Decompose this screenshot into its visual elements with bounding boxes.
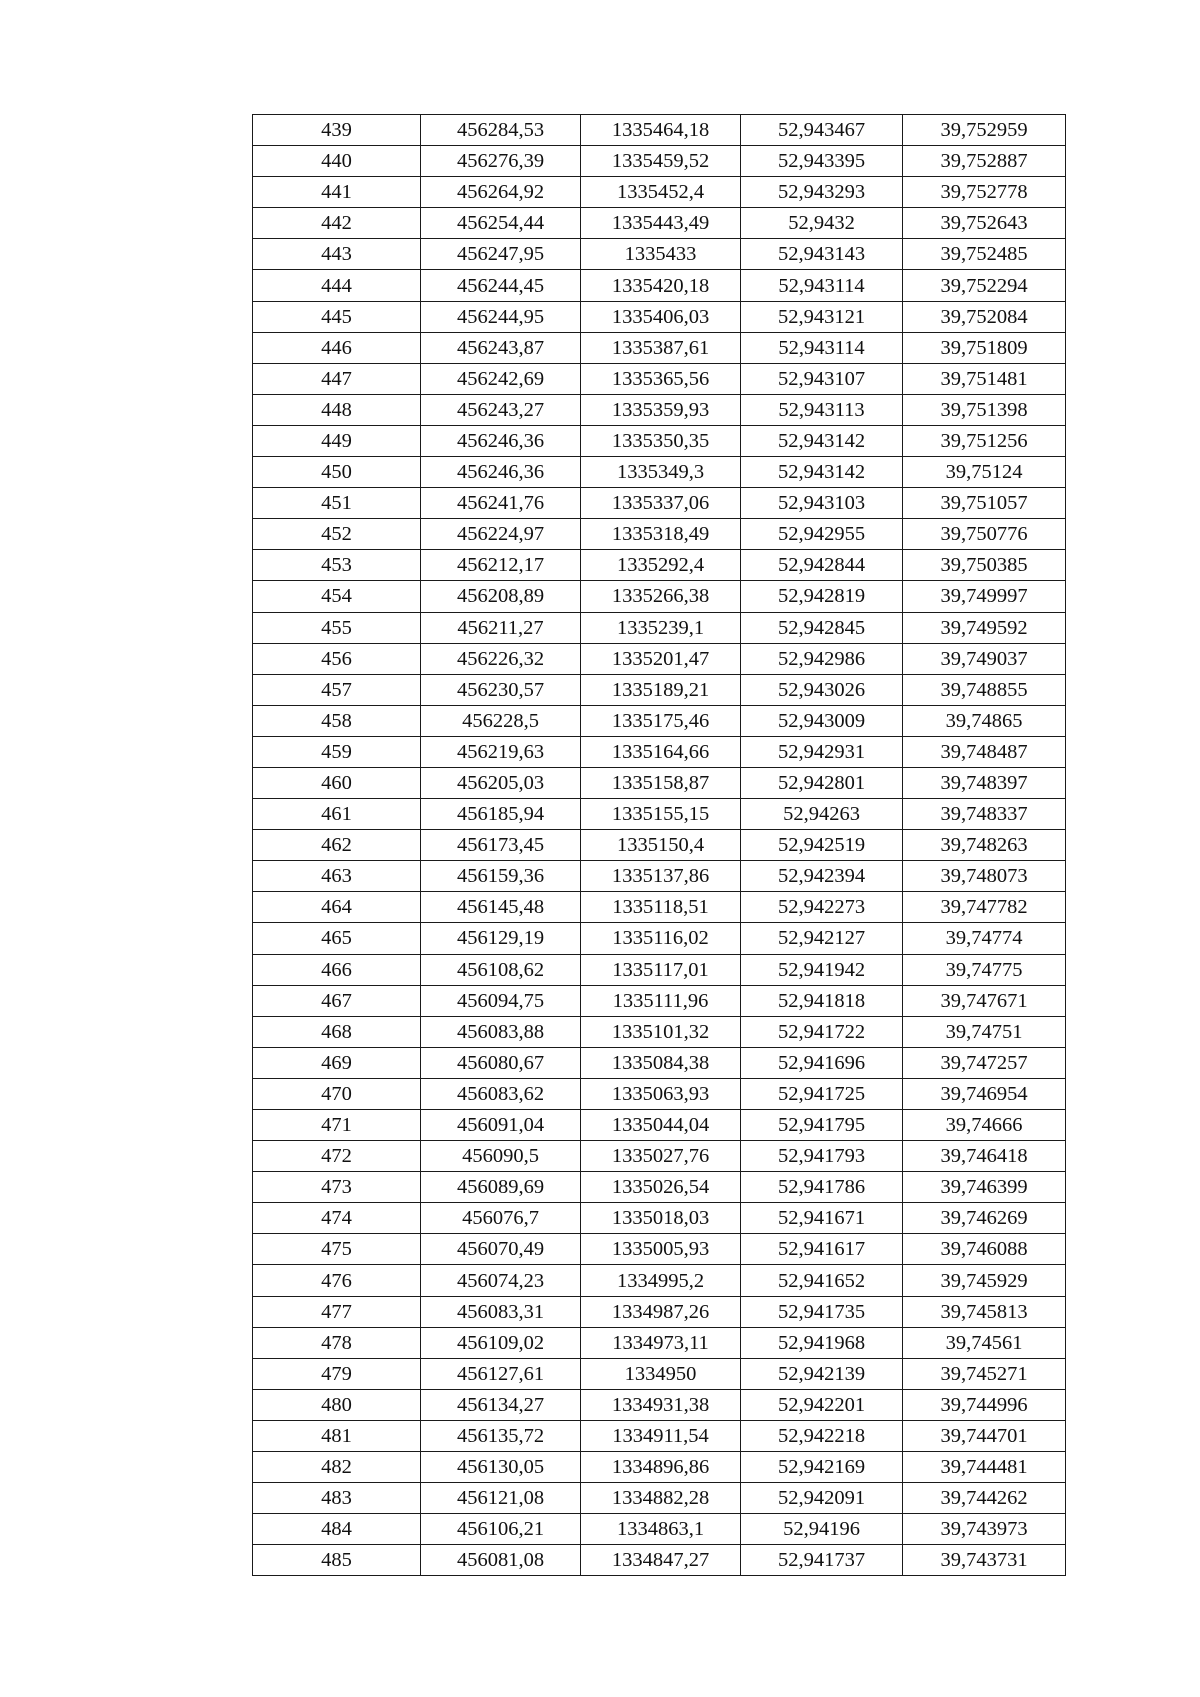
y-coordinate-cell: 1334931,38 bbox=[581, 1389, 741, 1420]
latitude-cell: 52,942218 bbox=[741, 1420, 903, 1451]
latitude-cell: 52,941968 bbox=[741, 1327, 903, 1358]
point-number-cell: 443 bbox=[253, 239, 421, 270]
table-row bbox=[253, 519, 1066, 550]
x-coordinate-cell: 456109,02 bbox=[421, 1327, 581, 1358]
table-row bbox=[253, 1234, 1066, 1265]
x-coordinate-cell: 456134,27 bbox=[421, 1389, 581, 1420]
point-number-cell: 485 bbox=[253, 1545, 421, 1576]
x-coordinate-cell: 456129,19 bbox=[421, 923, 581, 954]
table-row bbox=[253, 1483, 1066, 1514]
point-number-cell: 477 bbox=[253, 1296, 421, 1327]
point-number-cell: 471 bbox=[253, 1110, 421, 1141]
x-coordinate-cell: 456094,75 bbox=[421, 985, 581, 1016]
table-row bbox=[253, 363, 1066, 394]
point-number-cell: 450 bbox=[253, 457, 421, 488]
table-row bbox=[253, 954, 1066, 985]
point-number-cell: 452 bbox=[253, 519, 421, 550]
latitude-cell: 52,942127 bbox=[741, 923, 903, 954]
x-coordinate-cell: 456254,44 bbox=[421, 208, 581, 239]
latitude-cell: 52,943142 bbox=[741, 457, 903, 488]
x-coordinate-cell: 456089,69 bbox=[421, 1172, 581, 1203]
longitude-cell: 39,752643 bbox=[903, 208, 1066, 239]
longitude-cell: 39,75124 bbox=[903, 457, 1066, 488]
latitude-cell: 52,943113 bbox=[741, 394, 903, 425]
longitude-cell: 39,746088 bbox=[903, 1234, 1066, 1265]
x-coordinate-cell: 456208,89 bbox=[421, 581, 581, 612]
latitude-cell: 52,942844 bbox=[741, 550, 903, 581]
point-number-cell: 467 bbox=[253, 985, 421, 1016]
x-coordinate-cell: 456243,87 bbox=[421, 332, 581, 363]
latitude-cell: 52,942394 bbox=[741, 861, 903, 892]
x-coordinate-cell: 456211,27 bbox=[421, 612, 581, 643]
latitude-cell: 52,942273 bbox=[741, 892, 903, 923]
longitude-cell: 39,744262 bbox=[903, 1483, 1066, 1514]
table-row bbox=[253, 394, 1066, 425]
latitude-cell: 52,942169 bbox=[741, 1452, 903, 1483]
table-row bbox=[253, 457, 1066, 488]
x-coordinate-cell: 456080,67 bbox=[421, 1047, 581, 1078]
y-coordinate-cell: 1335018,03 bbox=[581, 1203, 741, 1234]
y-coordinate-cell: 1335164,66 bbox=[581, 736, 741, 767]
table-row bbox=[253, 177, 1066, 208]
table-row bbox=[253, 301, 1066, 332]
longitude-cell: 39,752887 bbox=[903, 146, 1066, 177]
point-number-cell: 468 bbox=[253, 1016, 421, 1047]
x-coordinate-cell: 456090,5 bbox=[421, 1141, 581, 1172]
x-coordinate-cell: 456145,48 bbox=[421, 892, 581, 923]
latitude-cell: 52,941722 bbox=[741, 1016, 903, 1047]
table-row bbox=[253, 488, 1066, 519]
latitude-cell: 52,94263 bbox=[741, 799, 903, 830]
y-coordinate-cell: 1334973,11 bbox=[581, 1327, 741, 1358]
table-row bbox=[253, 985, 1066, 1016]
latitude-cell: 52,943026 bbox=[741, 674, 903, 705]
point-number-cell: 481 bbox=[253, 1420, 421, 1451]
point-number-cell: 440 bbox=[253, 146, 421, 177]
table-row bbox=[253, 892, 1066, 923]
longitude-cell: 39,751398 bbox=[903, 394, 1066, 425]
y-coordinate-cell: 1335116,02 bbox=[581, 923, 741, 954]
y-coordinate-cell: 1335158,87 bbox=[581, 767, 741, 798]
x-coordinate-cell: 456230,57 bbox=[421, 674, 581, 705]
longitude-cell: 39,749997 bbox=[903, 581, 1066, 612]
latitude-cell: 52,942091 bbox=[741, 1483, 903, 1514]
x-coordinate-cell: 456244,45 bbox=[421, 270, 581, 301]
longitude-cell: 39,746418 bbox=[903, 1141, 1066, 1172]
x-coordinate-cell: 456242,69 bbox=[421, 363, 581, 394]
y-coordinate-cell: 1334950 bbox=[581, 1358, 741, 1389]
longitude-cell: 39,750776 bbox=[903, 519, 1066, 550]
latitude-cell: 52,941696 bbox=[741, 1047, 903, 1078]
y-coordinate-cell: 1335420,18 bbox=[581, 270, 741, 301]
y-coordinate-cell: 1335459,52 bbox=[581, 146, 741, 177]
y-coordinate-cell: 1334911,54 bbox=[581, 1420, 741, 1451]
latitude-cell: 52,94196 bbox=[741, 1514, 903, 1545]
latitude-cell: 52,943395 bbox=[741, 146, 903, 177]
table-row bbox=[253, 799, 1066, 830]
table-row bbox=[253, 1047, 1066, 1078]
latitude-cell: 52,942801 bbox=[741, 767, 903, 798]
table-row bbox=[253, 767, 1066, 798]
longitude-cell: 39,751256 bbox=[903, 425, 1066, 456]
x-coordinate-cell: 456074,23 bbox=[421, 1265, 581, 1296]
point-number-cell: 455 bbox=[253, 612, 421, 643]
table-row bbox=[253, 1016, 1066, 1047]
longitude-cell: 39,746399 bbox=[903, 1172, 1066, 1203]
longitude-cell: 39,751809 bbox=[903, 332, 1066, 363]
point-number-cell: 447 bbox=[253, 363, 421, 394]
table-row bbox=[253, 1420, 1066, 1451]
latitude-cell: 52,943114 bbox=[741, 332, 903, 363]
x-coordinate-cell: 456185,94 bbox=[421, 799, 581, 830]
x-coordinate-cell: 456173,45 bbox=[421, 830, 581, 861]
longitude-cell: 39,747671 bbox=[903, 985, 1066, 1016]
longitude-cell: 39,749037 bbox=[903, 643, 1066, 674]
longitude-cell: 39,74561 bbox=[903, 1327, 1066, 1358]
x-coordinate-cell: 456205,03 bbox=[421, 767, 581, 798]
table-row bbox=[253, 1110, 1066, 1141]
y-coordinate-cell: 1334995,2 bbox=[581, 1265, 741, 1296]
x-coordinate-cell: 456135,72 bbox=[421, 1420, 581, 1451]
longitude-cell: 39,745271 bbox=[903, 1358, 1066, 1389]
latitude-cell: 52,942201 bbox=[741, 1389, 903, 1420]
x-coordinate-cell: 456241,76 bbox=[421, 488, 581, 519]
table-row bbox=[253, 1141, 1066, 1172]
table-row bbox=[253, 239, 1066, 270]
x-coordinate-cell: 456108,62 bbox=[421, 954, 581, 985]
longitude-cell: 39,74865 bbox=[903, 705, 1066, 736]
coordinates-table bbox=[252, 114, 1066, 1576]
latitude-cell: 52,941818 bbox=[741, 985, 903, 1016]
y-coordinate-cell: 1335387,61 bbox=[581, 332, 741, 363]
y-coordinate-cell: 1335406,03 bbox=[581, 301, 741, 332]
y-coordinate-cell: 1335292,4 bbox=[581, 550, 741, 581]
longitude-cell: 39,752294 bbox=[903, 270, 1066, 301]
latitude-cell: 52,943143 bbox=[741, 239, 903, 270]
y-coordinate-cell: 1335150,4 bbox=[581, 830, 741, 861]
longitude-cell: 39,748855 bbox=[903, 674, 1066, 705]
y-coordinate-cell: 1334882,28 bbox=[581, 1483, 741, 1514]
longitude-cell: 39,743731 bbox=[903, 1545, 1066, 1576]
y-coordinate-cell: 1335443,49 bbox=[581, 208, 741, 239]
x-coordinate-cell: 456284,53 bbox=[421, 115, 581, 146]
latitude-cell: 52,942986 bbox=[741, 643, 903, 674]
latitude-cell: 52,943467 bbox=[741, 115, 903, 146]
point-number-cell: 454 bbox=[253, 581, 421, 612]
y-coordinate-cell: 1335452,4 bbox=[581, 177, 741, 208]
longitude-cell: 39,748487 bbox=[903, 736, 1066, 767]
longitude-cell: 39,752084 bbox=[903, 301, 1066, 332]
longitude-cell: 39,747257 bbox=[903, 1047, 1066, 1078]
x-coordinate-cell: 456083,62 bbox=[421, 1078, 581, 1109]
y-coordinate-cell: 1335175,46 bbox=[581, 705, 741, 736]
longitude-cell: 39,751057 bbox=[903, 488, 1066, 519]
latitude-cell: 52,941942 bbox=[741, 954, 903, 985]
x-coordinate-cell: 456121,08 bbox=[421, 1483, 581, 1514]
table-row bbox=[253, 332, 1066, 363]
y-coordinate-cell: 1335349,3 bbox=[581, 457, 741, 488]
longitude-cell: 39,745813 bbox=[903, 1296, 1066, 1327]
point-number-cell: 463 bbox=[253, 861, 421, 892]
longitude-cell: 39,748263 bbox=[903, 830, 1066, 861]
x-coordinate-cell: 456246,36 bbox=[421, 425, 581, 456]
y-coordinate-cell: 1334847,27 bbox=[581, 1545, 741, 1576]
latitude-cell: 52,941725 bbox=[741, 1078, 903, 1109]
longitude-cell: 39,743973 bbox=[903, 1514, 1066, 1545]
y-coordinate-cell: 1335005,93 bbox=[581, 1234, 741, 1265]
longitude-cell: 39,74775 bbox=[903, 954, 1066, 985]
table-row bbox=[253, 674, 1066, 705]
point-number-cell: 461 bbox=[253, 799, 421, 830]
latitude-cell: 52,941786 bbox=[741, 1172, 903, 1203]
y-coordinate-cell: 1335464,18 bbox=[581, 115, 741, 146]
y-coordinate-cell: 1334863,1 bbox=[581, 1514, 741, 1545]
y-coordinate-cell: 1335433 bbox=[581, 239, 741, 270]
point-number-cell: 465 bbox=[253, 923, 421, 954]
point-number-cell: 473 bbox=[253, 1172, 421, 1203]
latitude-cell: 52,942519 bbox=[741, 830, 903, 861]
y-coordinate-cell: 1335044,04 bbox=[581, 1110, 741, 1141]
y-coordinate-cell: 1334987,26 bbox=[581, 1296, 741, 1327]
x-coordinate-cell: 456081,08 bbox=[421, 1545, 581, 1576]
latitude-cell: 52,941795 bbox=[741, 1110, 903, 1141]
latitude-cell: 52,9432 bbox=[741, 208, 903, 239]
point-number-cell: 460 bbox=[253, 767, 421, 798]
x-coordinate-cell: 456070,49 bbox=[421, 1234, 581, 1265]
y-coordinate-cell: 1334896,86 bbox=[581, 1452, 741, 1483]
table-row bbox=[253, 208, 1066, 239]
y-coordinate-cell: 1335137,86 bbox=[581, 861, 741, 892]
table-row bbox=[253, 612, 1066, 643]
point-number-cell: 453 bbox=[253, 550, 421, 581]
coordinates-table-body bbox=[253, 115, 1066, 1576]
table-row bbox=[253, 705, 1066, 736]
x-coordinate-cell: 456264,92 bbox=[421, 177, 581, 208]
table-row bbox=[253, 736, 1066, 767]
y-coordinate-cell: 1335359,93 bbox=[581, 394, 741, 425]
x-coordinate-cell: 456224,97 bbox=[421, 519, 581, 550]
point-number-cell: 475 bbox=[253, 1234, 421, 1265]
point-number-cell: 439 bbox=[253, 115, 421, 146]
latitude-cell: 52,941793 bbox=[741, 1141, 903, 1172]
x-coordinate-cell: 456244,95 bbox=[421, 301, 581, 332]
y-coordinate-cell: 1335350,35 bbox=[581, 425, 741, 456]
point-number-cell: 446 bbox=[253, 332, 421, 363]
y-coordinate-cell: 1335117,01 bbox=[581, 954, 741, 985]
point-number-cell: 466 bbox=[253, 954, 421, 985]
point-number-cell: 483 bbox=[253, 1483, 421, 1514]
y-coordinate-cell: 1335027,76 bbox=[581, 1141, 741, 1172]
y-coordinate-cell: 1335239,1 bbox=[581, 612, 741, 643]
y-coordinate-cell: 1335189,21 bbox=[581, 674, 741, 705]
table-row bbox=[253, 861, 1066, 892]
table-row bbox=[253, 1203, 1066, 1234]
x-coordinate-cell: 456083,88 bbox=[421, 1016, 581, 1047]
longitude-cell: 39,74774 bbox=[903, 923, 1066, 954]
point-number-cell: 449 bbox=[253, 425, 421, 456]
longitude-cell: 39,744481 bbox=[903, 1452, 1066, 1483]
x-coordinate-cell: 456159,36 bbox=[421, 861, 581, 892]
latitude-cell: 52,941652 bbox=[741, 1265, 903, 1296]
table-row bbox=[253, 1514, 1066, 1545]
table-row bbox=[253, 270, 1066, 301]
table-row bbox=[253, 1545, 1066, 1576]
point-number-cell: 479 bbox=[253, 1358, 421, 1389]
table-row bbox=[253, 115, 1066, 146]
y-coordinate-cell: 1335101,32 bbox=[581, 1016, 741, 1047]
table-row bbox=[253, 1327, 1066, 1358]
y-coordinate-cell: 1335118,51 bbox=[581, 892, 741, 923]
longitude-cell: 39,750385 bbox=[903, 550, 1066, 581]
x-coordinate-cell: 456091,04 bbox=[421, 1110, 581, 1141]
longitude-cell: 39,748397 bbox=[903, 767, 1066, 798]
x-coordinate-cell: 456076,7 bbox=[421, 1203, 581, 1234]
point-number-cell: 469 bbox=[253, 1047, 421, 1078]
table-row bbox=[253, 1452, 1066, 1483]
longitude-cell: 39,74666 bbox=[903, 1110, 1066, 1141]
latitude-cell: 52,943293 bbox=[741, 177, 903, 208]
latitude-cell: 52,942139 bbox=[741, 1358, 903, 1389]
latitude-cell: 52,943121 bbox=[741, 301, 903, 332]
table-row bbox=[253, 1389, 1066, 1420]
latitude-cell: 52,943142 bbox=[741, 425, 903, 456]
longitude-cell: 39,752778 bbox=[903, 177, 1066, 208]
latitude-cell: 52,943103 bbox=[741, 488, 903, 519]
x-coordinate-cell: 456243,27 bbox=[421, 394, 581, 425]
x-coordinate-cell: 456246,36 bbox=[421, 457, 581, 488]
y-coordinate-cell: 1335201,47 bbox=[581, 643, 741, 674]
longitude-cell: 39,749592 bbox=[903, 612, 1066, 643]
point-number-cell: 456 bbox=[253, 643, 421, 674]
y-coordinate-cell: 1335063,93 bbox=[581, 1078, 741, 1109]
point-number-cell: 458 bbox=[253, 705, 421, 736]
x-coordinate-cell: 456130,05 bbox=[421, 1452, 581, 1483]
y-coordinate-cell: 1335084,38 bbox=[581, 1047, 741, 1078]
x-coordinate-cell: 456219,63 bbox=[421, 736, 581, 767]
longitude-cell: 39,748073 bbox=[903, 861, 1066, 892]
longitude-cell: 39,752485 bbox=[903, 239, 1066, 270]
point-number-cell: 441 bbox=[253, 177, 421, 208]
latitude-cell: 52,941617 bbox=[741, 1234, 903, 1265]
y-coordinate-cell: 1335111,96 bbox=[581, 985, 741, 1016]
longitude-cell: 39,744701 bbox=[903, 1420, 1066, 1451]
longitude-cell: 39,746269 bbox=[903, 1203, 1066, 1234]
point-number-cell: 478 bbox=[253, 1327, 421, 1358]
table-row bbox=[253, 581, 1066, 612]
table-row bbox=[253, 146, 1066, 177]
point-number-cell: 459 bbox=[253, 736, 421, 767]
x-coordinate-cell: 456247,95 bbox=[421, 239, 581, 270]
longitude-cell: 39,745929 bbox=[903, 1265, 1066, 1296]
y-coordinate-cell: 1335266,38 bbox=[581, 581, 741, 612]
point-number-cell: 484 bbox=[253, 1514, 421, 1545]
latitude-cell: 52,943009 bbox=[741, 705, 903, 736]
x-coordinate-cell: 456276,39 bbox=[421, 146, 581, 177]
point-number-cell: 474 bbox=[253, 1203, 421, 1234]
table-row bbox=[253, 1358, 1066, 1389]
table-row bbox=[253, 1265, 1066, 1296]
x-coordinate-cell: 456228,5 bbox=[421, 705, 581, 736]
longitude-cell: 39,752959 bbox=[903, 115, 1066, 146]
x-coordinate-cell: 456083,31 bbox=[421, 1296, 581, 1327]
point-number-cell: 470 bbox=[253, 1078, 421, 1109]
point-number-cell: 462 bbox=[253, 830, 421, 861]
point-number-cell: 457 bbox=[253, 674, 421, 705]
table-row bbox=[253, 1172, 1066, 1203]
point-number-cell: 482 bbox=[253, 1452, 421, 1483]
latitude-cell: 52,942845 bbox=[741, 612, 903, 643]
latitude-cell: 52,941737 bbox=[741, 1545, 903, 1576]
y-coordinate-cell: 1335365,56 bbox=[581, 363, 741, 394]
latitude-cell: 52,943114 bbox=[741, 270, 903, 301]
y-coordinate-cell: 1335318,49 bbox=[581, 519, 741, 550]
point-number-cell: 448 bbox=[253, 394, 421, 425]
table-row bbox=[253, 550, 1066, 581]
x-coordinate-cell: 456226,32 bbox=[421, 643, 581, 674]
x-coordinate-cell: 456106,21 bbox=[421, 1514, 581, 1545]
longitude-cell: 39,74751 bbox=[903, 1016, 1066, 1047]
y-coordinate-cell: 1335337,06 bbox=[581, 488, 741, 519]
point-number-cell: 444 bbox=[253, 270, 421, 301]
longitude-cell: 39,747782 bbox=[903, 892, 1066, 923]
table-row bbox=[253, 923, 1066, 954]
point-number-cell: 451 bbox=[253, 488, 421, 519]
point-number-cell: 445 bbox=[253, 301, 421, 332]
latitude-cell: 52,942931 bbox=[741, 736, 903, 767]
longitude-cell: 39,746954 bbox=[903, 1078, 1066, 1109]
point-number-cell: 472 bbox=[253, 1141, 421, 1172]
latitude-cell: 52,942955 bbox=[741, 519, 903, 550]
longitude-cell: 39,748337 bbox=[903, 799, 1066, 830]
point-number-cell: 442 bbox=[253, 208, 421, 239]
table-row bbox=[253, 643, 1066, 674]
point-number-cell: 480 bbox=[253, 1389, 421, 1420]
longitude-cell: 39,744996 bbox=[903, 1389, 1066, 1420]
latitude-cell: 52,942819 bbox=[741, 581, 903, 612]
y-coordinate-cell: 1335026,54 bbox=[581, 1172, 741, 1203]
latitude-cell: 52,941735 bbox=[741, 1296, 903, 1327]
longitude-cell: 39,751481 bbox=[903, 363, 1066, 394]
point-number-cell: 476 bbox=[253, 1265, 421, 1296]
latitude-cell: 52,941671 bbox=[741, 1203, 903, 1234]
table-row bbox=[253, 830, 1066, 861]
y-coordinate-cell: 1335155,15 bbox=[581, 799, 741, 830]
x-coordinate-cell: 456212,17 bbox=[421, 550, 581, 581]
point-number-cell: 464 bbox=[253, 892, 421, 923]
table-row bbox=[253, 1078, 1066, 1109]
table-row bbox=[253, 425, 1066, 456]
latitude-cell: 52,943107 bbox=[741, 363, 903, 394]
x-coordinate-cell: 456127,61 bbox=[421, 1358, 581, 1389]
table-row bbox=[253, 1296, 1066, 1327]
